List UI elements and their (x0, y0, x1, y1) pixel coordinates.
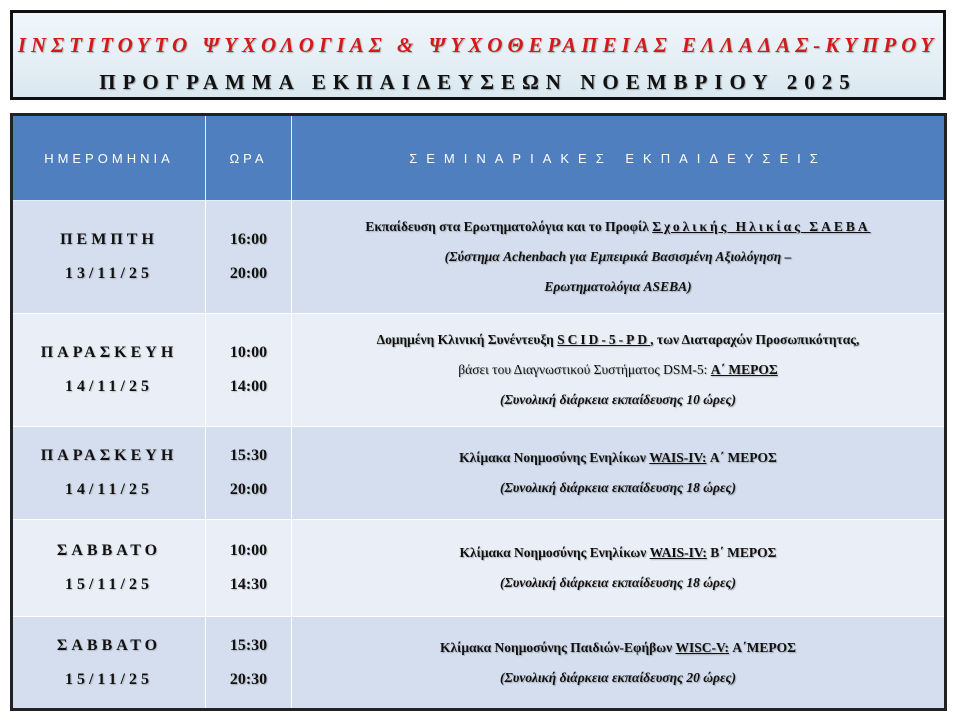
institute-title: ΙΝΣΤΙΤΟΥΤΟ ΨΥΧΟΛΟΓΙΑΣ & ΨΥΧΟΘΕΡΑΠΕΙΑΣ ΕΛΛΑΔΑΣ-ΚΥΠΡΟΥ (17, 33, 939, 57)
seminar-description: (Σύστημα Achenbach για Εμπειρικά Βασισμένη Αξιολόγηση – (444, 249, 792, 264)
table-row-5-date (13, 617, 206, 708)
end-time: 20:30 (229, 670, 268, 688)
seminar-part-label: Α΄ ΜΕΡΟΣ (710, 362, 778, 377)
program-title: ΠΡΟΓΡΑΜΜΑ ΕΚΠΑΙΔΕΥΣΕΩΝ ΝΟΕΜΒΡΙΟΥ 2025 (99, 70, 857, 94)
seminar-title (365, 212, 870, 242)
day-label: ΣΑΒΒΑΤΟ (56, 636, 162, 654)
seminar-title (440, 633, 796, 663)
end-time: 20:00 (229, 481, 268, 498)
seminar-title-text: Δομημένη Κλινική Συνέντευξη (376, 332, 554, 347)
seminar-title-highlight: Σχολικής Ηλικίας ΣΑΕΒΑ (652, 219, 871, 234)
table-row-3-date (13, 427, 206, 520)
table-row-1-time (206, 201, 292, 314)
column-header-time: ΩΡΑ (206, 116, 292, 201)
table-row-2-time (206, 314, 292, 427)
table-row-4-date (13, 520, 206, 617)
seminar-duration: (Συνολική διάρκεια εκπαίδευσης 10 ώρες) (499, 392, 737, 407)
column-header-seminars: ΣΕΜΙΝΑΡΙΑΚΕΣ ΕΚΠΑΙΔΕΥΣΕΙΣ (292, 116, 944, 201)
seminar-title-suffix: , των Διαταραχών Προσωπικότητας, (650, 332, 860, 347)
seminar-description-cont: Ερωτηματολόγια ASEBA) (544, 279, 692, 294)
table-row-3-seminar (292, 427, 944, 520)
seminar-title (459, 443, 777, 473)
date-label: 13/11/25 (64, 265, 153, 282)
seminar-title-highlight: SCID-5-PD (557, 332, 651, 347)
start-time: 15:30 (229, 636, 268, 654)
date-label: 15/11/25 (64, 576, 153, 593)
table-row-1-date (13, 201, 206, 314)
seminar-part-label: Β΄ ΜΕΡΟΣ (710, 545, 777, 560)
seminar-title-highlight: WAIS-IV: (649, 545, 707, 560)
seminar-title-text: Κλίμακα Νοημοσύνης Ενηλίκων (459, 450, 646, 465)
schedule-table (10, 113, 947, 711)
column-header-date: ΗΜΕΡΟΜΗΝΙΑ (13, 116, 206, 201)
seminar-title (460, 538, 777, 568)
date-label: 15/11/25 (64, 670, 153, 688)
table-row-3-time (206, 427, 292, 520)
end-time: 20:00 (229, 265, 268, 282)
seminar-title-highlight: WISC-V: (675, 639, 730, 655)
table-row-1-seminar (292, 201, 944, 314)
table-row-2-seminar (292, 314, 944, 427)
seminar-title-highlight: WAIS-IV: (649, 450, 707, 465)
table-row-4-seminar (292, 520, 944, 617)
table-row-4-time (206, 520, 292, 617)
table-row-5-time (206, 617, 292, 708)
seminar-part-label: Α΄ ΜΕΡΟΣ (709, 450, 777, 465)
date-label: 14/11/25 (64, 481, 153, 498)
seminar-subtitle (458, 355, 777, 385)
seminar-duration: (Συνολική διάρκεια εκπαίδευσης 20 ώρες) (499, 669, 737, 685)
seminar-duration: (Συνολική διάρκεια εκπαίδευσης 18 ώρες) (499, 480, 737, 495)
table-row-2-date (13, 314, 206, 427)
end-time: 14:30 (229, 576, 268, 593)
day-label: ΠΑΡΑΣΚΕΥΗ (40, 344, 178, 361)
seminar-title (377, 325, 860, 355)
start-time: 10:00 (229, 542, 268, 559)
seminar-title-text: Κλίμακα Νοημοσύνης Ενηλίκων (459, 545, 647, 560)
date-label: 14/11/25 (64, 378, 153, 395)
seminar-subtitle-text: βάσει του Διαγνωστικού Συστήματος DSM-5: (458, 362, 708, 377)
seminar-title-text: Εκπαίδευση στα Ερωτηματολόγια και το Προφίλ (365, 219, 649, 234)
day-label: ΠΑΡΑΣΚΕΥΗ (40, 447, 178, 464)
day-label: ΣΑΒΒΑΤΟ (56, 542, 162, 559)
seminar-part-label: Α΄ΜΕΡΟΣ (732, 639, 796, 655)
start-time: 15:30 (229, 447, 268, 464)
page-header (10, 10, 946, 100)
end-time: 14:00 (229, 378, 268, 395)
table-row-5-seminar (292, 617, 944, 708)
start-time: 16:00 (229, 231, 268, 248)
day-label: ΠΕΜΠΤΗ (60, 231, 158, 248)
seminar-title-text: Κλίμακα Νοημοσύνης Παιδιών-Εφήβων (440, 639, 673, 655)
seminar-duration: (Συνολική διάρκεια εκπαίδευσης 18 ώρες) (499, 575, 737, 590)
start-time: 10:00 (229, 344, 268, 361)
